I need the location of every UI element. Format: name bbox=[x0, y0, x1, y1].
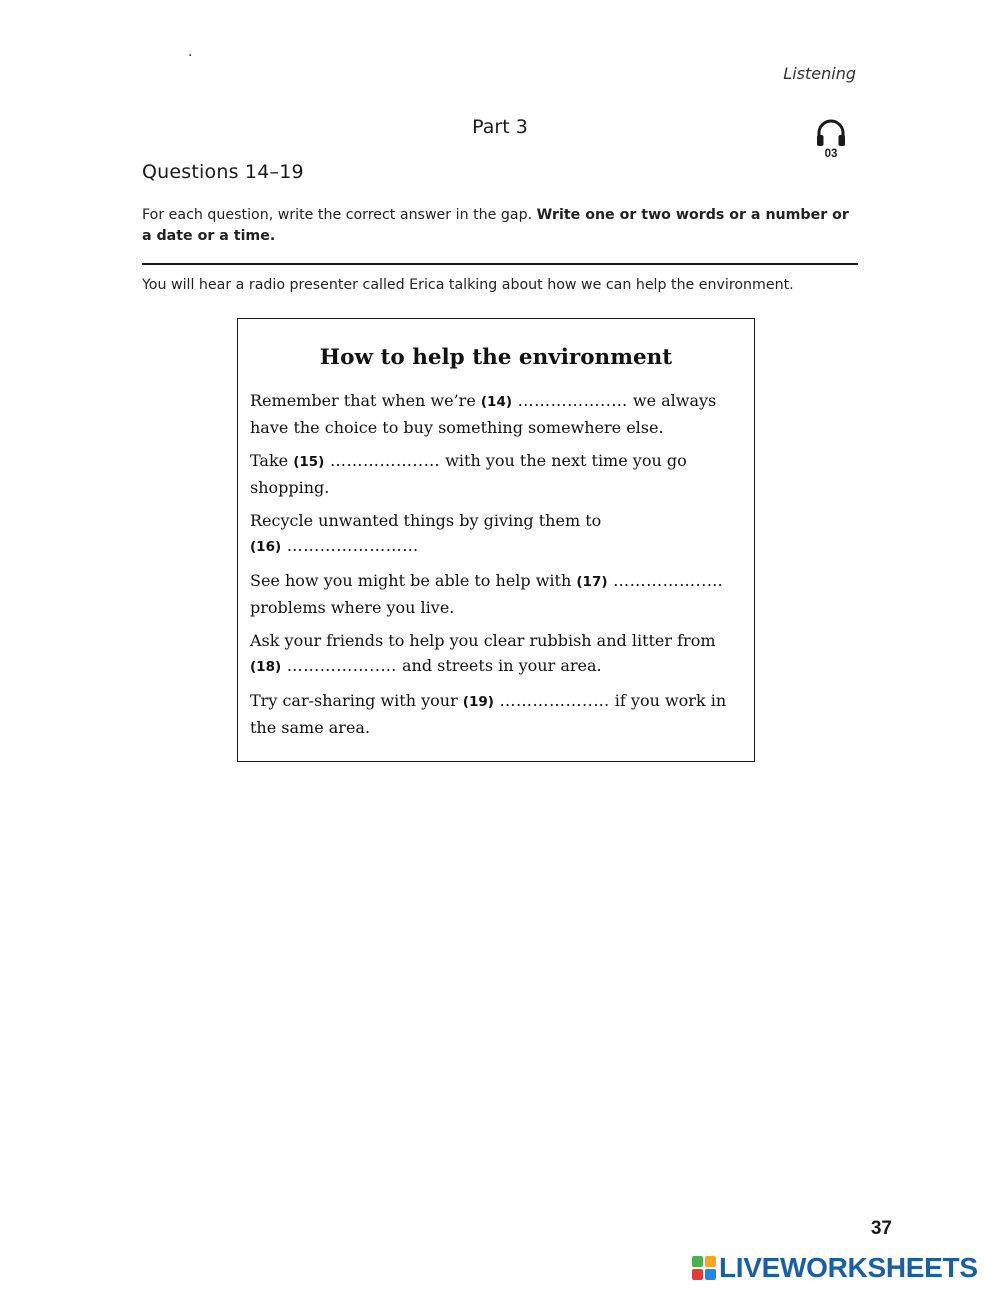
answer-gap-16[interactable]: …………………… bbox=[281, 536, 419, 555]
logo-tile bbox=[692, 1269, 703, 1280]
logo-tile bbox=[705, 1256, 716, 1267]
notes-list bbox=[250, 388, 742, 740]
note-item-17 bbox=[250, 568, 742, 620]
note-text: Remember that when we’re bbox=[250, 391, 481, 410]
note-item-16 bbox=[250, 508, 742, 560]
answer-gap-18[interactable]: ……………..… bbox=[281, 656, 397, 675]
note-text: See how you might be able to help with bbox=[250, 571, 577, 590]
note-item-15 bbox=[250, 448, 742, 500]
liveworksheets-watermark bbox=[692, 1252, 978, 1284]
instruction-plain: For each question, write the correct answer in the gap. bbox=[142, 207, 537, 223]
liveworksheets-logo-icon bbox=[692, 1256, 716, 1280]
note-text: with you the next time you go shopping. bbox=[250, 451, 687, 497]
note-text: Ask your friends to help you clear rubbish and litter from bbox=[250, 631, 716, 650]
divider-rule bbox=[142, 263, 858, 265]
note-text: if you work in the same area. bbox=[250, 691, 727, 737]
part-title: Part 3 bbox=[472, 116, 528, 138]
logo-tile bbox=[692, 1256, 703, 1267]
note-item-19 bbox=[250, 688, 742, 740]
stray-mark: . bbox=[188, 44, 193, 60]
note-text: problems where you live. bbox=[250, 598, 455, 617]
answer-gap-17[interactable]: ……………..… bbox=[607, 571, 724, 590]
answer-gap-19[interactable]: ……………..… bbox=[493, 691, 610, 710]
note-item-14 bbox=[250, 388, 742, 440]
section-label: Listening bbox=[783, 64, 856, 83]
question-number-17: (17) bbox=[576, 574, 608, 590]
answer-gap-14[interactable]: ……………..… bbox=[512, 391, 628, 410]
questions-heading: Questions 14–19 bbox=[142, 161, 304, 183]
question-number-15: (15) bbox=[293, 454, 325, 470]
context-text: You will hear a radio presenter called Erica talking about how we can help the environment. bbox=[142, 277, 794, 293]
instruction-bold: Write one or two words or a number or a date or a time. bbox=[142, 207, 849, 244]
note-text: Try car-sharing with your bbox=[250, 691, 463, 710]
question-number-16: (16) bbox=[250, 539, 282, 555]
audio-track-indicator bbox=[814, 116, 848, 166]
note-text: Recycle unwanted things by giving them to bbox=[250, 511, 602, 530]
watermark-text: LIVEWORKSHEETS bbox=[719, 1252, 978, 1283]
notes-title: How to help the environment bbox=[319, 345, 673, 370]
notes-box bbox=[237, 318, 755, 762]
note-text: and streets in your area. bbox=[396, 656, 602, 675]
question-number-18: (18) bbox=[250, 659, 282, 675]
audio-track-number: 03 bbox=[824, 148, 838, 160]
note-text: we always have the choice to buy something somewhere else. bbox=[250, 391, 717, 437]
logo-tile bbox=[705, 1269, 716, 1280]
instruction-text bbox=[142, 205, 858, 247]
answer-gap-15[interactable]: ……………..… bbox=[324, 451, 441, 470]
page-number: 37 bbox=[870, 1218, 892, 1239]
question-number-19: (19) bbox=[462, 694, 494, 710]
note-text: Take bbox=[250, 451, 294, 470]
question-number-14: (14) bbox=[480, 394, 513, 410]
headphones-icon bbox=[814, 116, 848, 150]
note-item-18 bbox=[250, 628, 742, 680]
